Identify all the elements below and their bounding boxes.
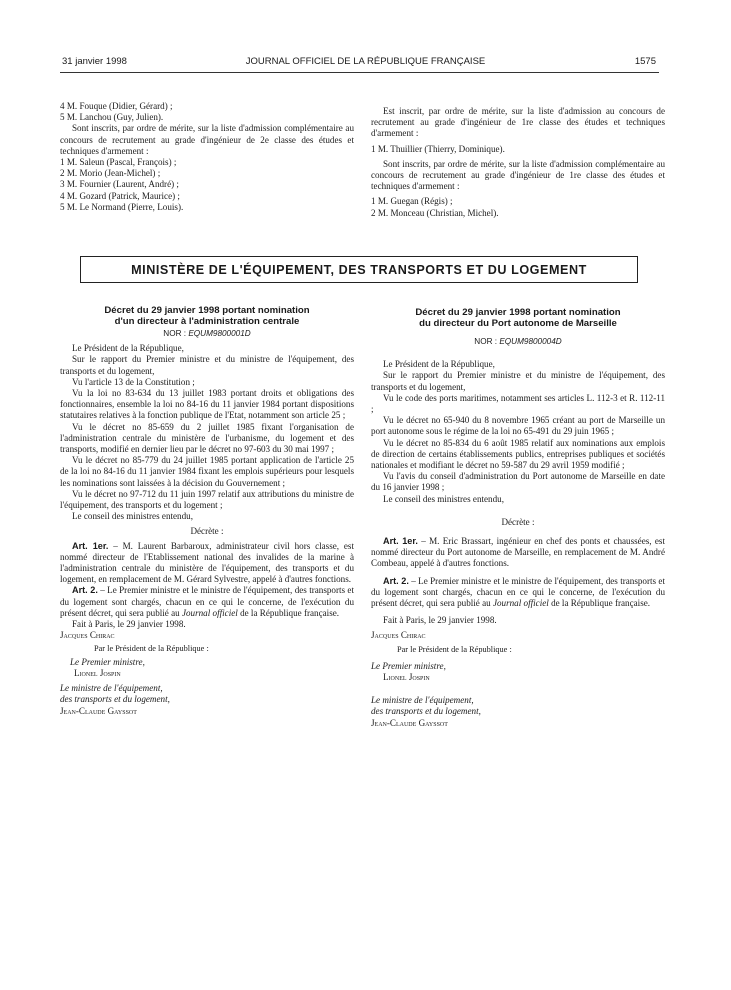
nor-reference [60, 328, 354, 339]
list-intro: Est inscrit, par ordre de mérite, sur la liste d'admission au concours de recrutement au grade d'ingénieur de 1re classe des études et techniques d'armement : [371, 106, 665, 139]
par-le-president: Par le Président de la République : [94, 644, 209, 654]
par-le-president: Par le Président de la République : [397, 644, 512, 654]
decree-paragraph: Le conseil des ministres entendu, [72, 511, 193, 522]
decree-title: Décret du 29 janvier 1998 portant nomination [104, 305, 310, 316]
journal-officiel-mention: Journal officiel [492, 598, 549, 609]
decree-paragraph: Le conseil des ministres entendu, [383, 493, 504, 504]
header-rule [60, 72, 659, 73]
list-item: 4 M. Fouque (Didier, Gérard) ; [60, 101, 173, 111]
decree-paragraph: Vu l'article 13 de la Constitution ; [72, 376, 195, 387]
list-item: 2 M. Monceau (Christian, Michel). [371, 207, 499, 218]
header-page-number: 1575 [634, 56, 656, 67]
decree-title: du directeur du Port autonome de Marseille [419, 318, 617, 329]
minister-title: des transports et du logement, [371, 706, 481, 717]
decree-title: d'un directeur à l'administration centrale [114, 316, 300, 327]
article-text: – M. Laurent Barbaroux, administrateur civil hors classe, est nommé directeur de l'Etablissement national des invalides de la marine à l'administration centrale du ministère de l'équipement, des transports et du logement, en remplacement de M. Gérard Sylvestre, appelé à d'autres fonctions. [60, 540, 354, 585]
decree-paragraph: Vu le décret no 97-712 du 11 juin 1997 relatif aux attributions du ministre de l'équipement, des transports et du logement ; [60, 488, 354, 511]
list-item: 5 M. Le Normand (Pierre, Louis). [60, 201, 184, 212]
article-text: – Le Premier ministre et le ministre de l'équipement, des transports et du logement sont chargés, chacun en ce qui le concerne, de l'exécution du présent décret, qui sera publié au [60, 585, 354, 618]
article-text: – Le Premier ministre et le ministre de l'équipement, des transports et du logement sont chargés, chacun en ce qui le concerne, de l'exécution du présent décret, qui sera publié au [371, 575, 665, 609]
article-label: Art. 2. [72, 585, 98, 596]
signature-president: Jacques Chirac [60, 630, 115, 641]
article-text: – M. Eric Brassart, ingénieur en chef des ponts et chaussées, est nommé directeur du Port autonome de Marseille, en remplacement de M. André Combeau, appelé à d'autres fonctions. [371, 536, 665, 569]
article-2 [371, 576, 665, 610]
decree-paragraph: Vu la loi no 83-634 du 13 juillet 1983 portant droits et obligations des fonctionnaires, ensemble la loi no 84-16 du 11 janvier 1984 portant dispositions statutaires relatives à la fonction publique de l'Etat, notamment son article 25 ; [60, 388, 354, 421]
list-item: 2 M. Morio (Jean-Michel) ; [60, 168, 161, 179]
article-1 [60, 541, 354, 586]
decree-paragraph: Vu le code des ports maritimes, notamment ses articles L. 112-3 et R. 112-11 ; [371, 392, 665, 415]
nor-code: EQUM9800004D [499, 337, 562, 346]
decree-right [371, 307, 665, 729]
signature-pm: Lionel Jospin [74, 667, 121, 678]
decree-paragraph: Sur le rapport du Premier ministre et du ministre de l'équipement, des transports et du logement, [60, 354, 354, 376]
ministry-banner [80, 256, 638, 283]
article-2 [60, 585, 354, 619]
list-item: 1 M. Saleun (Pascal, François) ; [60, 157, 177, 168]
pm-title: Le Premier ministre, [70, 656, 145, 667]
list-item: 4 M. Gozard (Patrick, Maurice) ; [60, 190, 180, 201]
header-journal-title: JOURNAL OFFICIEL DE LA RÉPUBLIQUE FRANÇAISE [245, 56, 486, 67]
list-item: 1 M. Thuillier (Thierry, Dominique). [371, 143, 505, 154]
minister-title: Le ministre de l'équipement, [371, 695, 474, 706]
list-intro: Sont inscrits, par ordre de mérite, sur la liste d'admission complémentaire au concours de recrutement au grade d'ingénieur de 1re classe des études et techniques d'armement : [371, 158, 665, 192]
article-label: Art. 1er. [383, 536, 418, 547]
ministry-banner-title: MINISTÈRE DE L'ÉQUIPEMENT, DES TRANSPORTS ET DU LOGEMENT [131, 262, 587, 277]
decree-paragraph: Vu le décret no 85-779 du 24 juillet 1985 portant application de l'article 25 de la loi no 84-16 du 11 janvier 1984 fixant les emplois supérieurs pour lesquels les nominations sont laissées à la décision du Gouvernement ; [60, 455, 354, 488]
decree-paragraph: Le Président de la République, [383, 359, 495, 370]
decree-paragraph: Vu l'avis du conseil d'administration du Port autonome de Marseille en date du 16 janvier 1998 ; [371, 471, 665, 493]
nor-label: NOR : [163, 329, 189, 338]
signature-pm: Lionel Jospin [383, 672, 430, 683]
decree-paragraph: Sur le rapport du Premier ministre et du ministre de l'équipement, des transports et du logement, [371, 370, 665, 392]
list-intro: Sont inscrits, par ordre de mérite, sur la liste d'admission complémentaire au concours de recrutement au grade d'ingénieur de 2e classe des études et techniques d'armement : [60, 123, 354, 156]
top-right-column [371, 106, 665, 219]
list-item: 1 M. Guegan (Régis) ; [371, 196, 453, 207]
nor-reference [371, 336, 665, 347]
signature-president: Jacques Chirac [371, 630, 426, 641]
decrete-heading: Décrète : [501, 516, 535, 527]
article-text: de la République française. [548, 598, 651, 609]
decree-paragraph: Vu le décret no 85-834 du 6 août 1985 relatif aux nominations aux emplois de direction de certains établissements publics, entreprises publiques et sociétés nationales et modifiant le décret no 59-587 du 29 avril 1959 modifié ; [371, 437, 665, 471]
decree-left [60, 305, 354, 717]
list-item: 3 M. Fournier (Laurent, André) ; [60, 179, 179, 190]
article-text: de la République française. [237, 607, 340, 618]
article-1 [371, 536, 665, 570]
decree-paragraph: Vu le décret no 85-659 du 2 juillet 1985 fixant l'organisation de l'administration centrale du ministère de l'urbanisme, du logement et des transports, modifié en dernier lieu par le décret no 97-603 du 30 mai 1997 ; [60, 421, 354, 455]
decree-paragraph: Le Président de la République, [72, 343, 184, 354]
journal-officiel-mention: Journal officiel [181, 607, 238, 618]
decrete-heading: Décrète : [190, 526, 224, 537]
minister-title: des transports et du logement, [60, 694, 170, 705]
pm-title: Le Premier ministre, [371, 660, 446, 671]
fait-a-paris: Fait à Paris, le 29 janvier 1998. [72, 619, 186, 630]
header-date: 31 janvier 1998 [62, 56, 127, 67]
top-left-column [60, 101, 354, 213]
minister-title: Le ministre de l'équipement, [60, 683, 163, 694]
fait-a-paris: Fait à Paris, le 29 janvier 1998. [383, 615, 497, 626]
article-label: Art. 2. [383, 575, 409, 586]
article-label: Art. 1er. [72, 540, 109, 551]
nor-label: NOR : [474, 337, 500, 346]
decree-title: Décret du 29 janvier 1998 portant nomination [415, 307, 621, 318]
nor-code: EQUM9800001D [188, 329, 251, 338]
decree-paragraph: Vu le décret no 65-940 du 8 novembre 1965 créant au port de Marseille un port autonome sous le régime de la loi no 65-491 du 29 juin 1965 ; [371, 415, 665, 437]
signature-minister: Jean-Claude Gayssot [371, 717, 448, 728]
list-item: 5 M. Lanchou (Guy, Julien). [60, 112, 164, 123]
signature-minister: Jean-Claude Gayssot [60, 705, 137, 716]
